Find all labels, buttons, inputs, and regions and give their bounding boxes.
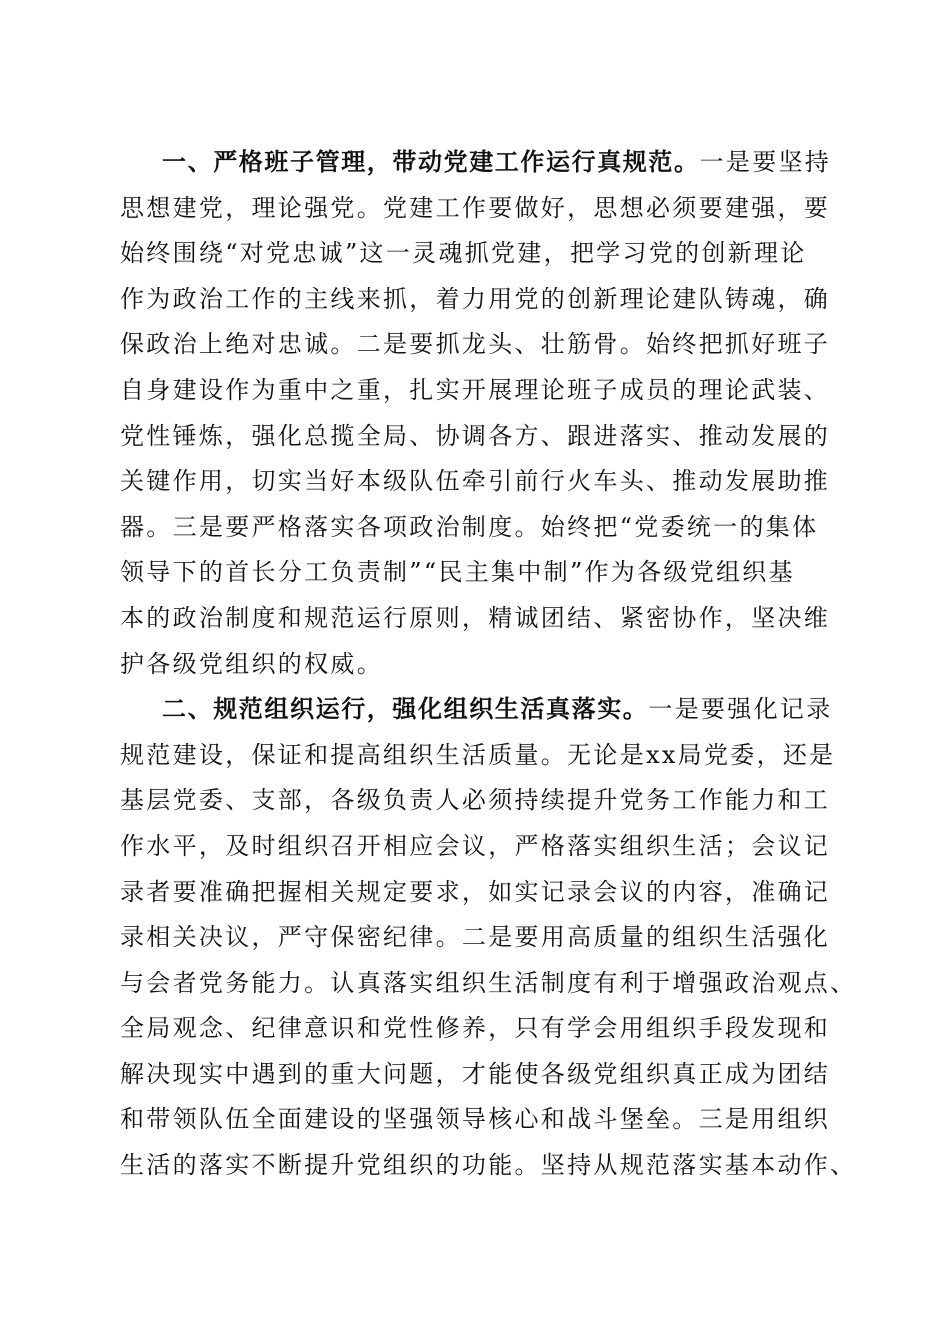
- text-line: 思想建党，理论强党。党建工作要做好，思想必须要建强，要: [120, 193, 831, 222]
- text-line: 规范建设，保证和提高组织生活质量。无论是xx局党委，还是: [120, 740, 836, 769]
- paragraph-2-first-line-rest: 一是要强化记录: [648, 695, 833, 724]
- text-line: 全局观念、纪律意识和党性修养，只有学会用组织手段发现和: [120, 1014, 831, 1043]
- text-line: 器。三是要严格落实各项政治制度。始终把“党委统一的集体: [120, 512, 819, 541]
- text-line: 始终围绕“对党忠诚”这一灵魂抓党建，把学习党的创新理论: [120, 239, 807, 268]
- text-line: 自身建设作为重中之重，扎实开展理论班子成员的理论武装、: [120, 375, 831, 404]
- paragraph-1-first-line: [120, 140, 830, 186]
- text-line: 本的政治制度和规范运行原则，精诚团结、紧密协作，坚决维: [120, 603, 831, 632]
- text-line: 党性锤炼，强化总揽全局、协调各方、跟进落实、推动发展的: [120, 421, 831, 450]
- text-line: 关键作用，切实当好本级队伍牵引前行火车头、推动发展助推: [120, 467, 831, 496]
- text-line: 录相关决议，严守保密纪律。二是要用高质量的组织生活强化: [120, 923, 831, 952]
- document-page: [120, 140, 857, 1189]
- text-line: 解决现实中遇到的重大问题，才能使各级党组织真正成为团结: [120, 1059, 831, 1088]
- text-line: 作水平，及时组织召开相应会议，严格落实组织生活；会议记: [120, 831, 831, 860]
- paragraph-2-heading: 二、规范组织运行，强化组织生活真落实。: [162, 695, 649, 724]
- text-line: 作为政治工作的主线来抓，着力用党的创新理论建队铸魂，确: [120, 284, 831, 313]
- text-line: 领导下的首长分工负责制”“民主集中制”作为各级党组织基: [120, 558, 795, 587]
- text-line: 生活的落实不断提升党组织的功能。坚持从规范落实基本动作、: [120, 1151, 857, 1180]
- paragraph-1-first-line-rest: 一是要坚持: [699, 148, 832, 176]
- text-line: 和带领队伍全面建设的坚强领导核心和战斗堡垒。三是用组织: [120, 1105, 831, 1134]
- paragraph-1-heading: 一、严格班子管理，带动党建工作运行真规范。: [162, 148, 700, 176]
- paragraph-2-first-line: [120, 687, 833, 733]
- text-line: 录者要准确把握相关规定要求，如实记录会议的内容，准确记: [120, 877, 831, 906]
- text-line: 基层党委、支部，各级负责人必须持续提升党务工作能力和工: [120, 786, 831, 815]
- text-line: 保政治上绝对忠诚。二是要抓龙头、壮筋骨。始终把抓好班子: [120, 330, 831, 359]
- paragraph-1: [120, 140, 830, 687]
- paragraph-2: [120, 687, 857, 1189]
- text-line: 与会者党务能力。认真落实组织生活制度有利于增强政治观点、: [120, 968, 857, 997]
- text-line: 护各级党组织的权威。: [120, 649, 383, 678]
